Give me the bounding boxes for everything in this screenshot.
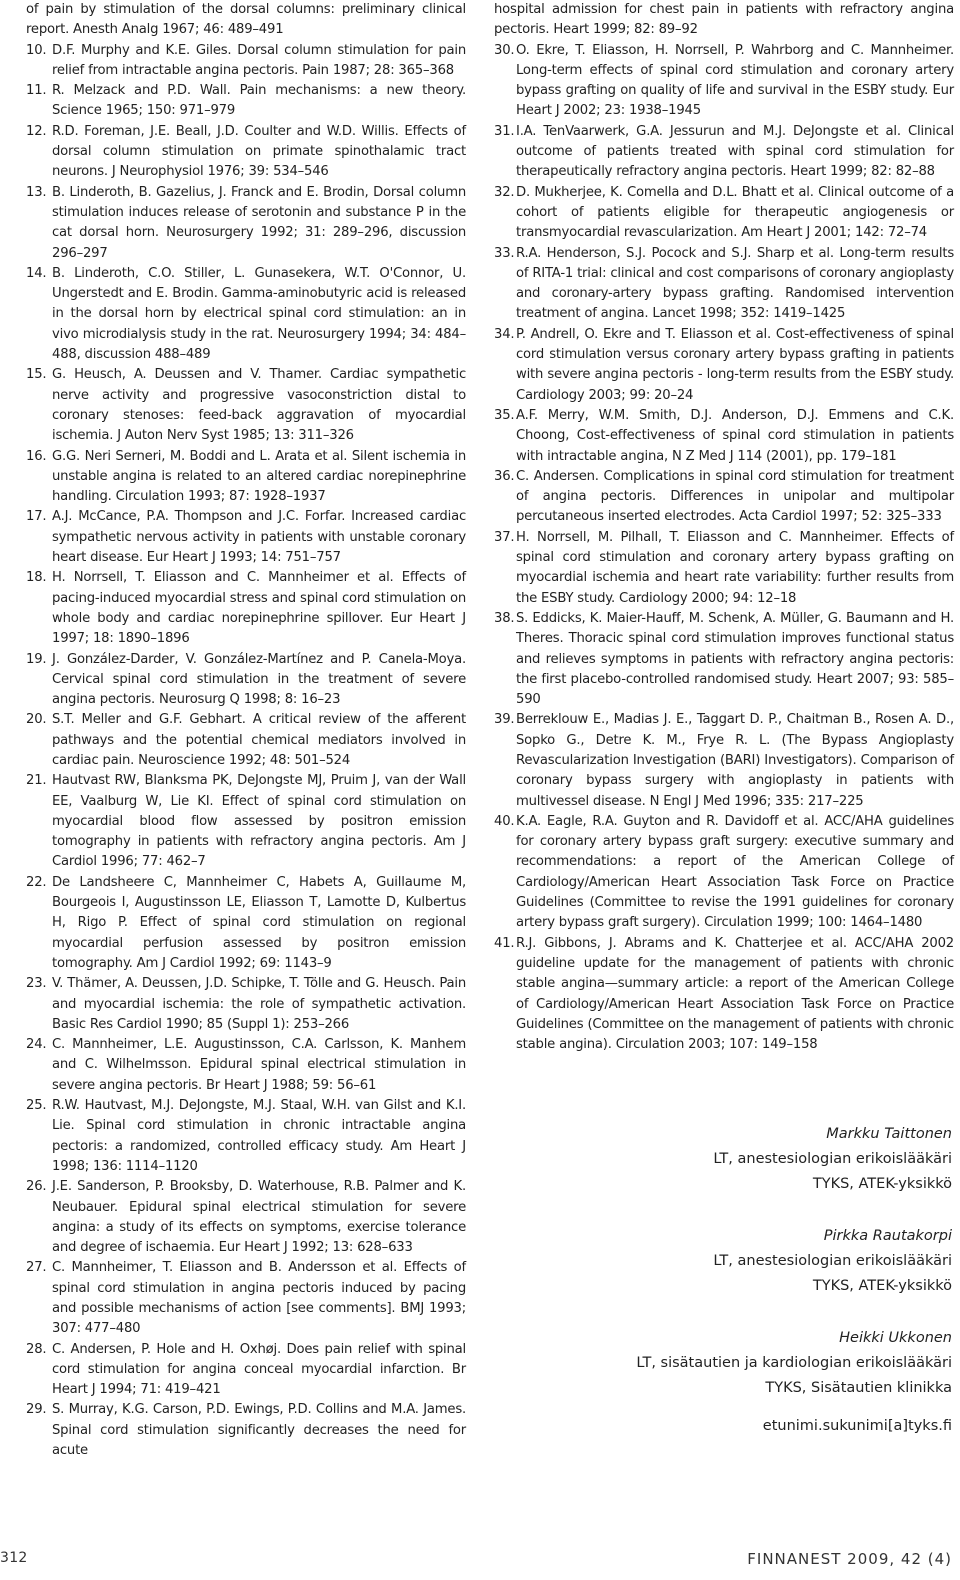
reference-item [26,873,466,974]
reference-number: 19. [26,651,47,667]
author-block-3 [636,1326,952,1401]
author-name: Pirkka Rautakorpi [823,1228,952,1244]
reference-number: 15. [26,367,47,383]
reference-number: 37. [494,529,515,545]
reference-number: 33. [494,245,515,261]
reference-text: J.E. Sanderson, P. Brooksby, D. Waterhouse, R.B. Palmer and K. Neubauer. Epidural spinal electrical stimulation for severe angina: a study of its effects on symptoms, exercise tolerance and degree of ischaemia. Eur Heart J 1992; 13: 628–633 [52,1179,466,1256]
references-right-column [494,0,954,1055]
author-title: LT, anestesiologian erikoislääkäri [713,1253,952,1269]
reference-number: 41. [494,935,515,951]
reference-item [26,41,466,82]
reference-number: 25. [26,1098,47,1114]
reference-item [26,1340,466,1401]
reference-text: Berreklouw E., Madias J. E., Taggart D. P., Chaitman B., Rosen A. D., Sopko G., Detre K. M., Frye R. L. (The Bypass Angioplasty Revascularization Investigation (BARI) Investigators). Comparison of coronary bypass surgery with angioplasty in patients with multivessel disease. N Engl J Med 1996; 335: 217–225 [516,712,954,809]
reference-number: 27. [26,1260,47,1276]
reference-text: H. Norrsell, M. Pilhall, T. Eliasson and C. Mannheimer. Effects of spinal cord stimulation and coronary artery bypass grafting on myocardial ischemia and heart rate variability: further results from the ESBY study. Cardiology 2000; 94: 12–18 [516,529,954,606]
reference-item [26,710,466,771]
reference-text: H. Norrsell, T. Eliasson and C. Mannheimer et al. Effects of pacing-induced myocardial stress and spinal cord stimulation on whole body and cardiac norepinephrine spillover. Eur Heart J 1997; 18: 1890–1896 [52,570,466,647]
reference-text: S. Murray, K.G. Carson, P.D. Ewings, P.D. Collins and M.A. James. Spinal cord stimulation significantly decreases the need for acute [52,1402,466,1459]
reference-item [26,771,466,872]
reference-text: R.D. Foreman, J.E. Beall, J.D. Coulter and W.D. Willis. Effects of dorsal column stimulation on primate spinothalamic tract neurons. J Neurophysiol 1976; 39: 534–546 [52,123,466,180]
reference-item [26,974,466,1035]
reference-text: De Landsheere C, Mannheimer C, Habets A, Guillaume M, Bourgeois I, Augustinsson LE, Eliasson T, Lamotte D, Kulbertus H, Rigo P. Effect of spinal cord stimulation on regional myocardial perfusion assessed by positron emission tomography. Am J Cardiol 1992; 69: 1143–9 [52,874,466,971]
reference-number: 18. [26,570,47,586]
reference-number: 29. [26,1402,47,1418]
reference-number: 34. [494,326,515,342]
reference-item [26,568,466,649]
reference-item [26,507,466,568]
reference-number: 10. [26,42,47,58]
reference-text: K.A. Eagle, R.A. Guyton and R. Davidoff et al. ACC/AHA guidelines for coronary artery bypass graft surgery: executive summary and recommendations: a report of the American College of Cardiology/American Heart Association Task Force on Practice Guidelines (Committee to revise the 1991 guidelines for coronary artery bypass graft surgery). Circulation 1999; 100: 1464–1480 [516,813,954,931]
reference-item [26,365,466,446]
author-affiliation: TYKS, ATEK-yksikkö [812,1176,952,1192]
reference-item [494,812,954,934]
reference-item [26,0,466,41]
author-block-1 [713,1122,952,1197]
reference-item [494,406,954,467]
author-title: LT, anestesiologian erikoislääkäri [713,1151,952,1167]
author-affiliation: TYKS, Sisätautien klinikka [765,1380,952,1396]
reference-item [26,1177,466,1258]
reference-number: 11. [26,83,47,99]
reference-number: 24. [26,1037,47,1053]
reference-number: 30. [494,42,515,58]
reference-text: D.F. Murphy and K.E. Giles. Dorsal column stimulation for pain relief from intractable angina pectoris. Pain 1987; 28: 365–368 [52,42,466,78]
reference-number: 13. [26,184,47,200]
reference-item [494,0,954,41]
reference-text: J. González-Darder, V. González-Martínez and P. Canela-Moya. Cervical spinal cord stimulation in the treatment of severe angina pectoris. Neurosurg Q 1998; 8: 16–23 [52,651,466,708]
reference-number: 39. [494,712,515,728]
reference-text: O. Ekre, T. Eliasson, H. Norrsell, P. Wahrborg and C. Mannheimer. Long-term effects of spinal cord stimulation and coronary artery bypass grafting on quality of life and survival in the ESBY study. Eur Heart J 2002; 23: 1938–1945 [516,42,954,119]
reference-item [494,609,954,710]
author-affiliation: TYKS, ATEK-yksikkö [812,1278,952,1294]
reference-number: 31. [494,123,515,139]
reference-text: V. Thämer, A. Deussen, J.D. Schipke, T. Tölle and G. Heusch. Pain and myocardial ischemia: the role of sympathetic activation. Basic Res Cardiol 1990; 85 (Suppl 1): 253–266 [52,976,466,1032]
reference-item [26,1035,466,1096]
reference-item [26,183,466,264]
reference-text: P. Andrell, O. Ekre and T. Eliasson et al. Cost-effectiveness of spinal cord stimulation versus coronary artery bypass grafting in patients with severe angina pectoris - long-term results from the ESBY study. Cardiology 2003; 99: 20–24 [516,326,954,403]
reference-text: B. Linderoth, B. Gazelius, J. Franck and E. Brodin, Dorsal column stimulation induces release of serotonin and substance P in the cat dorsal horn. Neurosurgery 1992; 31: 289–296, discussion 296–297 [52,184,466,261]
reference-number: 23. [26,976,47,992]
reference-item [494,183,954,244]
reference-item [26,1400,466,1461]
reference-number: 14. [26,265,47,281]
references-left-column [26,0,466,1461]
reference-text: I.A. TenVaarwerk, G.A. Jessurun and M.J. DeJongste et al. Clinical outcome of patients treated with spinal cord stimulation for therapeutically refractory angina pectoris. Heart 1999; 82: 82–88 [516,123,954,180]
reference-text: S. Eddicks, K. Maier-Hauff, M. Schenk, A. Müller, G. Baumann and H. Theres. Thoracic spinal cord stimulation improves functional status and relieves symptoms in patients with refractory angina pectoris: the first placebo-controlled randomised study. Heart 2007; 93: 585–590 [516,610,954,708]
reference-text: A.J. McCance, P.A. Thompson and J.C. Forfar. Increased cardiac sympathetic nervous activity in patients with unstable coronary heart disease. Eur Heart J 1993; 14: 751–757 [52,509,466,566]
reference-text: S.T. Meller and G.F. Gebhart. A critical review of the afferent pathways and the potential chemical mediators involved in cardiac pain. Neuroscience 1992; 48: 501–524 [52,712,466,768]
reference-text: B. Linderoth, C.O. Stiller, L. Gunasekera, W.T. O'Connor, U. Ungerstedt and E. Brodin. Gamma-aminobutyric acid is released in the dorsal horn by electrical spinal cord stimulation: an in vivo microdialysis study in the rat. Neurosurgery 1994; 34: 484–488, discussion 488–489 [52,265,466,363]
reference-text: D. Mukherjee, K. Comella and D.L. Bhatt et al. Clinical outcome of a cohort of patients eligible for therapeutic angiogenesis or transmyocardial revascularization. Am Heart J 2001; 142: 72–74 [516,184,954,241]
reference-number: 12. [26,123,47,139]
page-number: 312 [0,1550,28,1566]
author-title: LT, sisätautien ja kardiologian erikoislääkäri [636,1355,952,1371]
reference-number: 26. [26,1179,47,1195]
reference-text: C. Andersen. Complications in spinal cord stimulation for treatment of angina pectoris. Differences in unipolar and multipolar percutaneous inserted electrodes. Acta Cardiol 1997; 52: 325–333 [516,468,954,525]
reference-item [494,934,954,1056]
reference-text: R. Melzack and P.D. Wall. Pain mechanisms: a new theory. Science 1965; 150: 971–979 [52,83,466,119]
reference-item [494,467,954,528]
reference-text: R.A. Henderson, S.J. Pocock and S.J. Sharp et al. Long-term results of RITA-1 trial: clinical and cost comparisons of coronary angioplasty and coronary-artery bypass grafting. Randomised intervention treatment of angina. Lancet 1998; 352: 1419–1425 [516,245,954,322]
journal-citation: FINNANEST 2009, 42 (4) [747,1550,952,1568]
reference-item [494,710,954,811]
author-block-2 [713,1224,952,1299]
reference-item [26,122,466,183]
reference-item [26,447,466,508]
reference-text: G.G. Neri Serneri, M. Boddi and L. Arata et al. Silent ischemia in unstable angina is related to an altered cardiac norepinephrine handling. Circulation 1993; 87: 1928–1937 [52,448,466,505]
reference-item [494,244,954,325]
reference-item [26,1096,466,1177]
reference-item [494,528,954,609]
reference-number: 17. [26,509,47,525]
reference-item [494,122,954,183]
author-name: Markku Taittonen [826,1126,952,1142]
reference-text: R.W. Hautvast, M.J. DeJongste, M.J. Staal, W.H. van Gilst and K.I. Lie. Spinal cord stimulation in chronic intractable angina pectoris: a randomized, controlled efficacy study. Am Heart J 1998; 136: 1114–1120 [52,1098,466,1174]
reference-text: C. Mannheimer, L.E. Augustinsson, C.A. Carlsson, K. Manhem and C. Wilhelmsson. Epidural spinal electrical stimulation in severe angina pectoris. Br Heart J 1988; 59: 56–61 [52,1037,466,1093]
reference-text: of pain by stimulation of the dorsal columns: preliminary clinical report. Anesth Analg 1967; 46: 489–491 [26,2,466,38]
reference-text: Hautvast RW, Blanksma PK, DeJongste MJ, Pruim J, van der Wall EE, Vaalburg W, Lie KI. Effect of spinal cord stimulation on myocardial blood flow assessed by positron emission tomography in patients with refractory angina pectoris. Am J Cardiol 1996; 77: 462–7 [52,773,466,870]
reference-number: 22. [26,874,47,890]
reference-number: 38. [494,610,515,626]
reference-item [26,650,466,711]
contact-email: etunimi.sukunimi[a]tyks.fi [762,1418,952,1434]
reference-text: hospital admission for chest pain in patients with refractory angina pectoris. Heart 1999; 82: 89–92 [494,2,954,38]
reference-number: 28. [26,1341,47,1357]
reference-item [26,264,466,365]
reference-number: 21. [26,773,47,789]
reference-item [26,1258,466,1339]
reference-text: C. Andersen, P. Hole and H. Oxhøj. Does pain relief with spinal cord stimulation for angina conceal myocardial infarction. Br Heart J 1994; 71: 419–421 [52,1341,466,1398]
reference-text: A.F. Merry, W.M. Smith, D.J. Anderson, D.J. Emmens and C.K. Choong, Cost-effectiveness of spinal cord stimulation in patients with intractable angina, N Z Med J 114 (2001), pp. 179–181 [516,407,954,464]
reference-number: 32. [494,184,515,200]
reference-item [26,81,466,122]
reference-item [494,41,954,122]
reference-item [494,325,954,406]
author-name: Heikki Ukkonen [839,1330,952,1346]
reference-text: R.J. Gibbons, J. Abrams and K. Chatterjee et al. ACC/AHA 2002 guideline update for the management of patients with chronic stable angina—summary article: a report of the American College of Cardiology/American Heart Association Task Force on Practice Guidelines (Committee on the management of patients with chronic stable angina). Circulation 2003; 107: 149–158 [516,935,954,1053]
reference-number: 36. [494,468,515,484]
reference-number: 16. [26,448,47,464]
reference-text: G. Heusch, A. Deussen and V. Thamer. Cardiac sympathetic nerve activity and progressive vasoconstriction distal to coronary stenoses: feed-back aggravation of myocardial ischemia. J Auton Nerv Syst 1985; 13: 311–326 [52,367,466,444]
reference-number: 40. [494,813,515,829]
reference-number: 35. [494,407,515,423]
reference-text: C. Mannheimer, T. Eliasson and B. Andersson et al. Effects of spinal cord stimulation in angina pectoris induced by pacing and possible mechanisms of action [see comments]. BMJ 1993; 307: 477–480 [52,1260,466,1337]
reference-number: 20. [26,712,47,728]
